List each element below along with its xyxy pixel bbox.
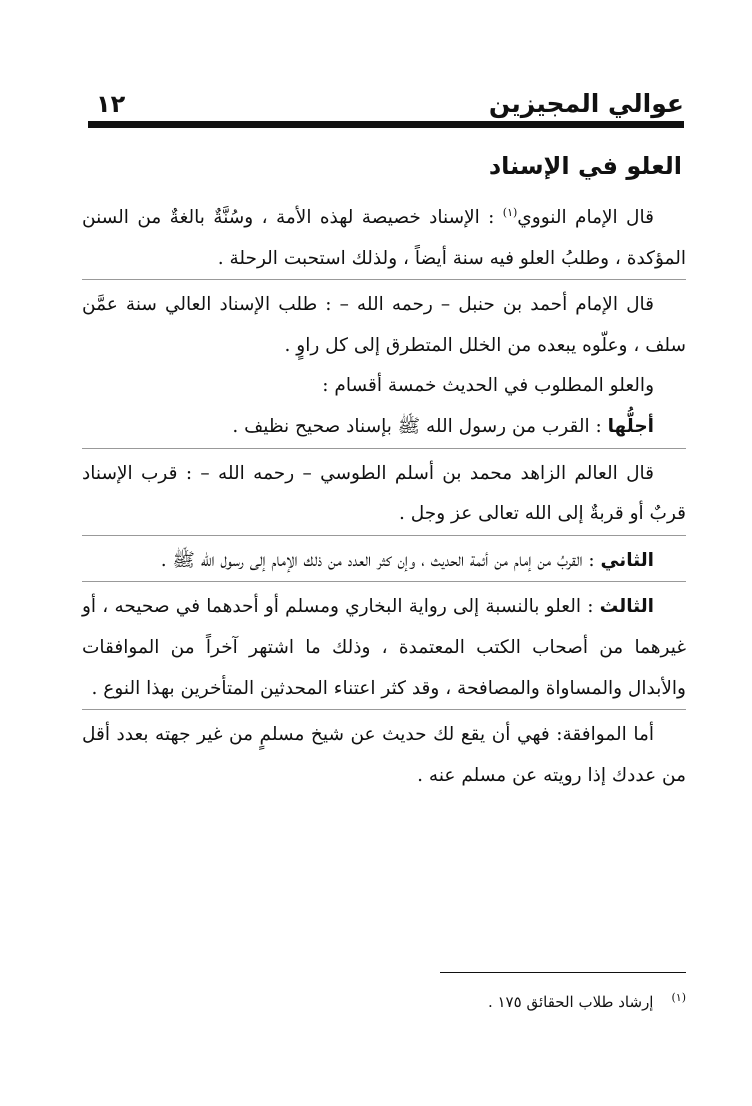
paragraph-nawawi-quote — [82, 198, 686, 279]
paragraph-ahmad-quote — [82, 279, 686, 366]
paragraph-label: الثالث — [599, 596, 654, 618]
paragraph-text: : الإسناد خصيصة لهذه الأمة ، وسُنَّةٌ بالغةٌ من السنن المؤكدة ، وطلبُ العلو فيه سنة أيضاً ، ولذلك استحبت الرحلة . — [82, 207, 686, 269]
paragraph-text: قال الإمام النووي — [517, 207, 654, 228]
paragraph-text: : القربُ من إمام من أئمة الحديث ، وإن كثر العدد من ذلك الإمام إلى رسول الله ﷺ . — [160, 549, 601, 571]
paragraph-muwafaqa — [82, 709, 686, 796]
paragraph-second-type — [82, 535, 686, 582]
paragraph-text: والعلو المطلوب في الحديث خمسة أقسام : — [322, 375, 654, 397]
section-title: العلو في الإسناد — [488, 152, 682, 180]
paragraph-text: أما الموافقة: فهي أن يقع لك حديث عن شيخ مسلمٍ من غير جهته بعدد أقل من عددك إذا رويته عن مسلم عنه . — [82, 724, 686, 786]
footnote-mark: (١) — [671, 991, 686, 1004]
paragraph-text: قال الإمام أحمد بن حنبل – رحمه الله – : طلب الإسناد العالي سنة عمَّن سلف ، وعلّوه يبعده من الخلل المتطرق إلى كل راوٍ . — [82, 294, 686, 356]
paragraph-first-type — [82, 407, 686, 448]
paragraph-tusi-quote — [82, 448, 686, 535]
paragraph-text: : القرب من رسول الله ﷺ بإسناد صحيح نظيف . — [232, 415, 608, 437]
paragraph-label: أجلُّها — [607, 415, 654, 437]
paragraph-text: : العلو بالنسبة إلى رواية البخاري ومسلم أو أحدهما في صحيحه ، أو غيرهما من أصحاب الكتب المعتمدة ، وذلك ما اشتهر آخراً من الموافقات والأبدال والمساواة والمصافحة ، وقد كثر اعتناء المحدثين المتأخرين بهذا النوع . — [82, 596, 686, 699]
footnote — [488, 986, 686, 1014]
footnote-reference: (١) — [502, 205, 518, 219]
paragraph-third-type — [82, 581, 686, 709]
header-rule — [88, 121, 684, 128]
footnote-text: إرشاد طلاب الحقائق ١٧٥ . — [487, 993, 654, 1011]
paragraph-five-types — [82, 366, 686, 407]
paragraph-text: قال العالم الزاهد محمد بن أسلم الطوسي – رحمه الله – : قرب الإسناد قربٌ أو قربةٌ إلى الله تعالى عز وجل . — [82, 462, 686, 525]
body-text — [82, 198, 686, 796]
paragraph-label: الثاني — [600, 549, 654, 571]
running-header — [90, 88, 684, 122]
footnote-rule — [440, 972, 686, 973]
running-header-title: عوالي المجيزين — [488, 89, 684, 118]
page-number: ١٢ — [96, 90, 126, 118]
